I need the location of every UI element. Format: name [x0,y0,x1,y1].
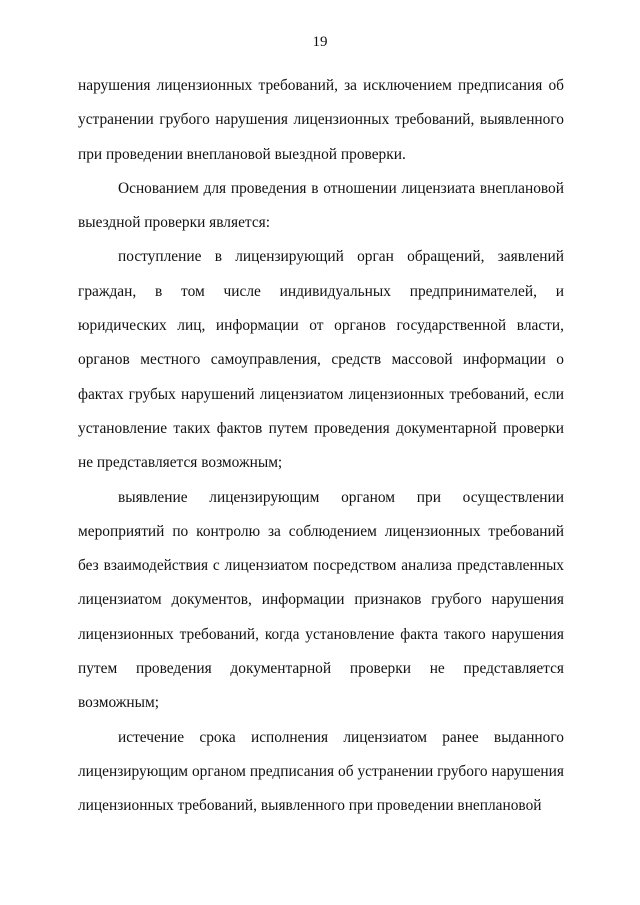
document-body [78,69,564,824]
paragraph-grounds-item-1: поступление в лицензирующий орган обращений, заявлений граждан, в том числе индивидуальных предпринимателей, и юридических лиц, информации от органов государственной власти, органов местного самоуправления, средств массовой информации о фактах грубых нарушений лицензиатом лицензионных требований, если установление таких фактов путем проведения документарной проверки не представляется возможным; [78,248,564,472]
paragraph-grounds: Основанием для проведения в отношении лицензиата внеплановой выездной проверки является: [78,179,564,232]
page-number: 19 [312,34,328,50]
paragraph-continuation: нарушения лицензионных требований, за исключением предписания об устранении грубого нарушения лицензионных требований, выявленного при проведении внеплановой выездной проверки. [78,77,564,163]
paragraph-grounds-item-2: выявление лицензирующим органом при осуществлении мероприятий по контролю за соблюдением лицензионных требований без взаимодействия с лицензиатом посредством анализа представленных лицензиатом документов, информации признаков грубого нарушения лицензионных требований, когда установление факта такого нарушения путем проведения документарной проверки не представляется возможным; [78,488,564,712]
paragraph-grounds-item-3: истечение срока исполнения лицензиатом ранее выданного лицензирующим органом предписания об устранении грубого нарушения лицензионных требований, выявленного при проведении внеплановой [78,728,564,815]
